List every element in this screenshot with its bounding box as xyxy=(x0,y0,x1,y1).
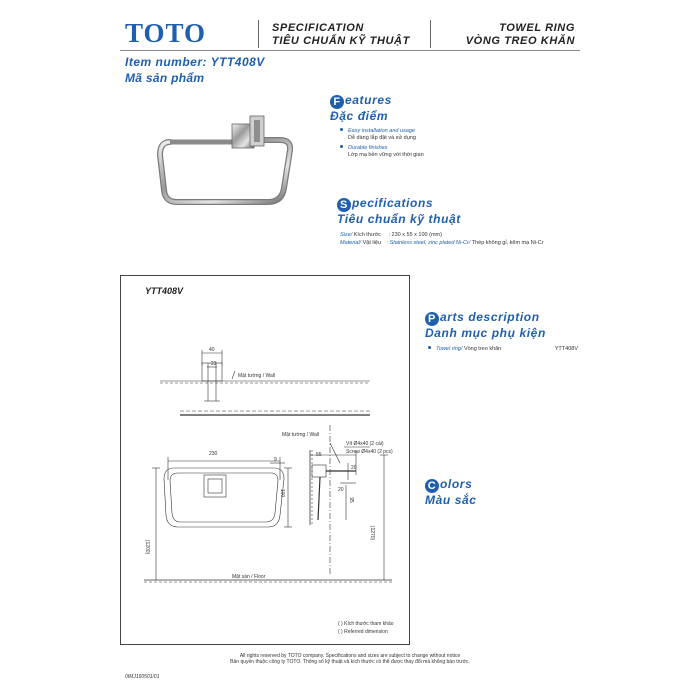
ring-outer xyxy=(160,140,290,202)
spec-heading-en: SPECIFICATION xyxy=(272,22,364,34)
dim-100-label: 100 xyxy=(279,488,286,498)
list-item: Durable finishes xyxy=(340,145,424,152)
front-bracket xyxy=(204,475,226,497)
spec-material: Material/ Vật liệu : Stainless steel, zinc plated Ni-Cr/ Thép không gỉ, kẽm mạ Ni-Cr xyxy=(340,240,544,246)
front-ring-inner xyxy=(170,473,278,522)
list-item: Dễ dàng lắp đặt và sử dụng xyxy=(348,135,416,141)
product-heading xyxy=(440,22,575,48)
dim-20b-label: 20 xyxy=(338,487,344,493)
parts-cap: P xyxy=(425,312,439,326)
toto-logo: TOTO xyxy=(125,18,207,48)
spec-heading xyxy=(272,22,410,48)
dim-1270-label: (1270) xyxy=(369,525,376,541)
bullet-icon xyxy=(340,145,343,148)
header-rule xyxy=(120,50,580,51)
list-item: Towel ring/ Vòng treo khăn YTT408V xyxy=(428,346,578,353)
item-number: Item number: YTT408V xyxy=(125,55,265,69)
dim-23-label: 23 xyxy=(211,361,217,367)
dim-9-label: 9 xyxy=(274,457,277,463)
features-list xyxy=(340,128,424,159)
specifications-cap: S xyxy=(337,198,351,212)
colors-title-rest: olors xyxy=(440,477,473,491)
screw-label-vi: Vít Ø4x40 (2 cái) xyxy=(346,441,384,447)
colors-title xyxy=(425,477,477,508)
features-title-rest: eatures xyxy=(345,93,392,107)
dim-55-label: 55 xyxy=(316,452,322,458)
features-title xyxy=(330,93,392,124)
footer-copyright xyxy=(180,653,520,665)
document-id: 0IMJ150501/01 xyxy=(125,674,160,680)
front-ring-outer xyxy=(164,468,284,527)
ring-highlight xyxy=(160,140,290,202)
header-divider xyxy=(430,20,431,48)
parts-title-rest: arts description xyxy=(440,310,540,324)
header-divider xyxy=(258,20,259,48)
features-cap: F xyxy=(330,95,344,109)
screw-label-en: Screw Ø4x40 (2 pcs) xyxy=(346,449,393,455)
footer-line-en: All rights reserved by TOTO company. Specifications and sizes are subject to change without notice xyxy=(239,653,461,659)
dim-230-label: 230 xyxy=(209,451,218,457)
wall-plate-shade xyxy=(254,120,260,142)
specifications-title-rest: pecifications xyxy=(352,196,434,210)
list-item: Easy installation and usage xyxy=(340,128,424,135)
floor-label: Mặt sàn / Floor xyxy=(232,574,266,580)
reference-note-en: ( ) Referred dimension xyxy=(338,629,388,635)
wall-label-side: Mặt tường / Wall xyxy=(282,432,320,438)
product-photo xyxy=(150,110,310,210)
parts-title-vi: Danh mục phụ kiện xyxy=(425,326,546,340)
product-heading-en: TOWEL RING xyxy=(499,22,575,34)
dim-20a-label: 20 xyxy=(351,465,357,471)
spec-heading-vi: TIÊU CHUẨN KỸ THUẬT xyxy=(272,35,410,47)
drawing-lines xyxy=(120,275,410,645)
parts-list xyxy=(428,346,578,353)
drawing-model-label: YTT408V xyxy=(145,286,184,296)
product-heading-vi: VÒNG TREO KHĂN xyxy=(465,35,575,47)
item-number-vi: Mã sản phẩm xyxy=(125,71,205,85)
parts-title xyxy=(425,310,546,341)
reference-note-vi: ( ) Kích thước tham khảo xyxy=(338,621,394,627)
list-item: Lớp mạ bền vững với thời gian xyxy=(348,152,424,158)
features-title-vi: Đặc điểm xyxy=(330,109,389,123)
colors-title-vi: Màu sắc xyxy=(425,493,477,507)
specifications-title xyxy=(337,196,461,227)
specifications-title-vi: Tiêu chuẩn kỹ thuật xyxy=(337,212,461,226)
bullet-icon xyxy=(428,346,431,349)
dim-1200-label: (1200) xyxy=(144,539,151,555)
footer-line-vi: Bản quyền thuộc công ty TOTO. Thông số kỹ thuật và kích thước có thể được thay đổi mà không báo trước. xyxy=(230,659,470,665)
side-bracket xyxy=(312,465,326,477)
dim-40-label: 40 xyxy=(209,347,215,353)
wall-label-top: Mặt tường / Wall xyxy=(238,373,276,379)
spec-size: Size/ Kích thước : 230 x 55 x 100 (mm) xyxy=(340,232,442,238)
dim-95-label: 95 xyxy=(347,497,354,503)
bullet-icon xyxy=(340,128,343,131)
colors-cap: C xyxy=(425,479,439,493)
